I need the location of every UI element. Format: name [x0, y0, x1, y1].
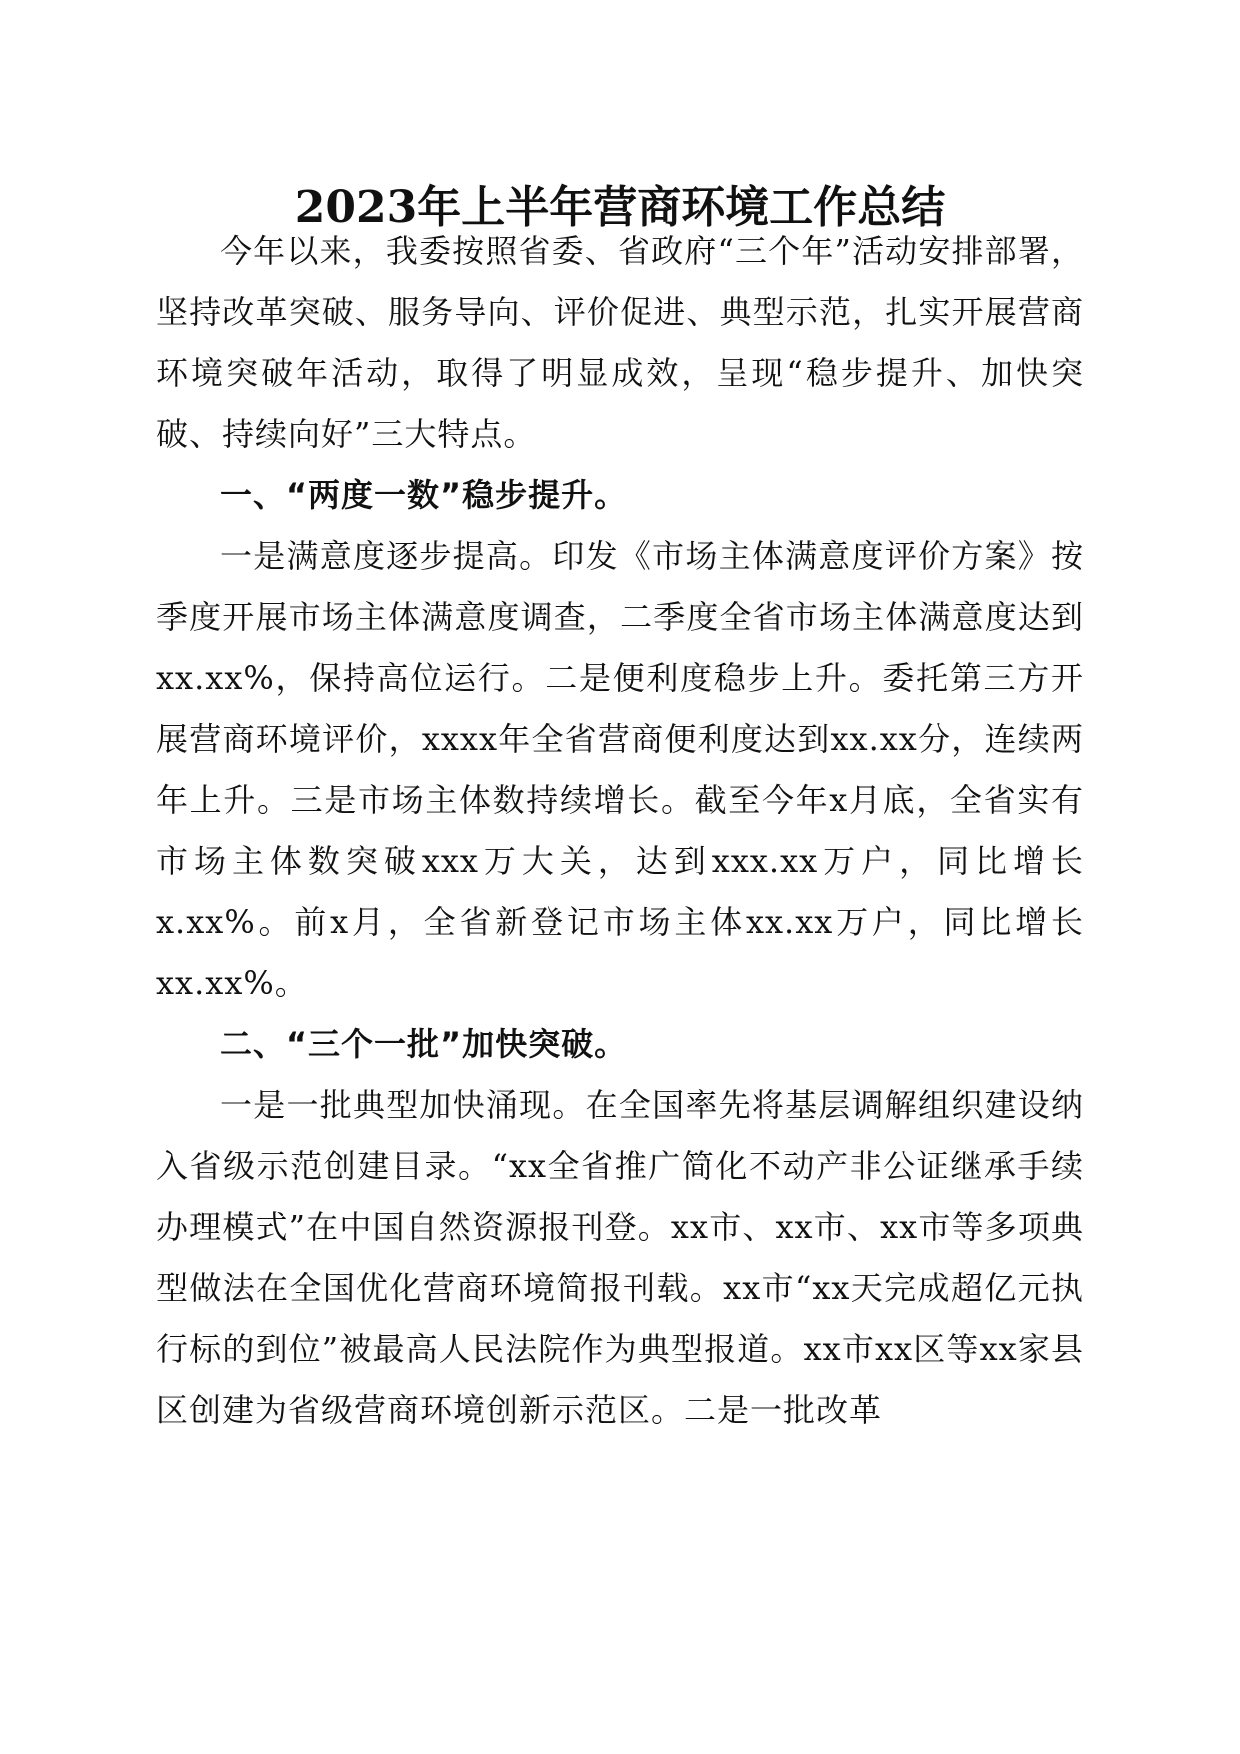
document-body: [156, 221, 1084, 1441]
section-1-paragraph: 一是满意度逐步提高。印发《市场主体满意度评价方案》按季度开展市场主体满意度调查，二季度全省市场主体满意度达到xx.xx%，保持高位运行。二是便利度稳步上升。委托第三方开展营商环境评价，xxxx年全省营商便利度达到xx.xx分，连续两年上升。三是市场主体数持续增长。截至今年x月底，全省实有市场主体数突破xxx万大关，达到xxx.xx万户，同比增长x.xx%。前x月，全省新登记市场主体xx.xx万户，同比增长xx.xx%。: [156, 537, 1084, 1002]
section-2-paragraph: 一是一批典型加快涌现。在全国率先将基层调解组织建设纳入省级示范创建目录。“xx全省推广简化不动产非公证继承手续办理模式”在中国自然资源报刊登。xx市、xx市、xx市等多项典型做法在全国优化营商环境简报刊载。xx市“xx天完成超亿元执行标的到位”被最高人民法院作为典型报道。xx市xx区等xx家县区创建为省级营商环境创新示范区。二是一批改革: [156, 1086, 1084, 1429]
section-2-heading: 二、“三个一批”加快突破。: [220, 1025, 628, 1063]
intro-paragraph: 今年以来，我委按照省委、省政府“三个年”活动安排部署，坚持改革突破、服务导向、评价促进、典型示范，扎实开展营商环境突破年活动，取得了明显成效，呈现“稳步提升、加快突破、持续向好”三大特点。: [156, 232, 1084, 453]
document-title: 2023年上半年营商环境工作总结: [294, 182, 946, 233]
section-1-heading: 一、“两度一数”稳步提升。: [220, 476, 628, 514]
